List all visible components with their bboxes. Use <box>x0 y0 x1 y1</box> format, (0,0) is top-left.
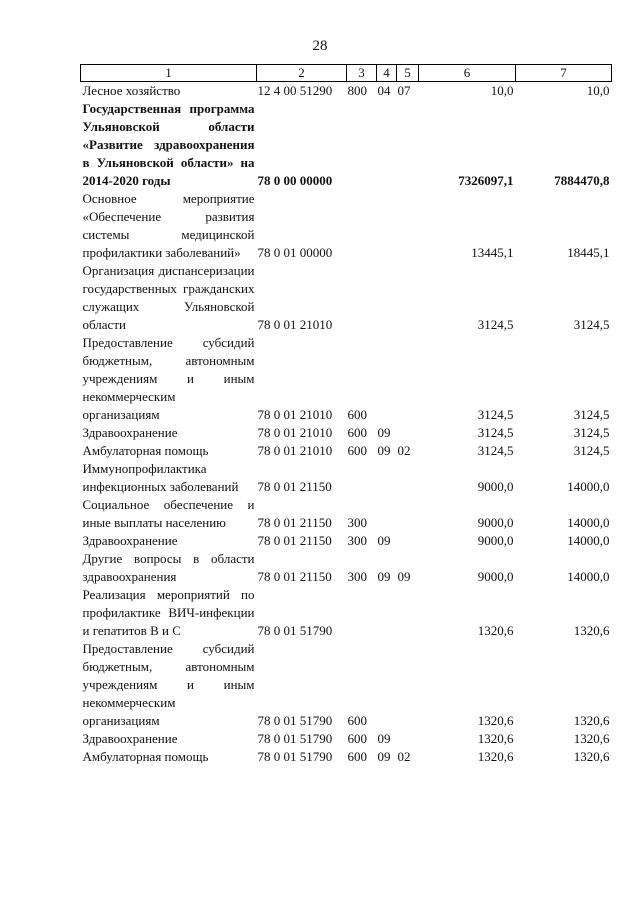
page-number: 28 <box>312 38 328 54</box>
row-value-2: 14000,0 <box>567 515 610 530</box>
row-value-2: 14000,0 <box>567 569 610 584</box>
row-code: 78 0 01 21150 <box>257 515 332 530</box>
row-rz <box>377 190 397 262</box>
row-code: 78 0 01 51790 <box>257 713 333 728</box>
table-row <box>81 748 612 766</box>
table-row <box>81 262 612 334</box>
header-col-7: 7 <box>516 65 612 82</box>
row-value-1: 1320,6 <box>477 713 514 728</box>
row-name: Амбулаторная помощь <box>82 443 209 458</box>
row-rz: 09 <box>377 533 391 548</box>
header-row <box>81 65 612 82</box>
row-value-2: 7884470,8 <box>554 173 610 188</box>
row-value-2: 1320,6 <box>573 623 610 638</box>
row-vr <box>347 460 377 496</box>
row-pr: 07 <box>397 83 411 98</box>
table-row <box>81 586 612 640</box>
row-code: 78 0 01 21010 <box>257 407 333 422</box>
row-value-2: 3124,5 <box>573 425 610 440</box>
header-col-1: 1 <box>81 65 257 82</box>
row-value-1: 9000,0 <box>477 479 514 494</box>
row-pr: 02 <box>397 443 411 458</box>
row-vr <box>347 100 377 190</box>
row-name: Здравоохранение <box>82 425 178 440</box>
row-name: Социальное обеспечение и иные выплаты населению <box>82 497 255 530</box>
row-vr <box>347 262 377 334</box>
row-pr <box>397 424 419 442</box>
row-code: 78 0 01 21010 <box>257 443 333 458</box>
row-pr <box>397 496 419 532</box>
table-row <box>81 334 612 424</box>
table-row <box>81 460 612 496</box>
row-rz <box>377 262 397 334</box>
row-vr: 600 <box>347 425 367 440</box>
table-row <box>81 640 612 730</box>
row-name: Предоставление субсидий бюджетным, автономным учреждениям и иным некоммерческим организациям <box>82 335 255 422</box>
row-value-1: 1320,6 <box>477 749 514 764</box>
row-value-2: 10,0 <box>586 83 610 98</box>
row-code: 78 0 01 21150 <box>257 569 332 584</box>
row-pr <box>397 460 419 496</box>
row-rz: 09 <box>377 443 391 458</box>
row-value-1: 3124,5 <box>477 407 514 422</box>
row-value-1: 3124,5 <box>477 317 514 332</box>
row-vr: 600 <box>347 407 367 422</box>
row-vr: 300 <box>347 533 367 548</box>
row-rz: 09 <box>377 425 391 440</box>
header-col-2: 2 <box>257 65 347 82</box>
row-vr: 600 <box>347 443 367 458</box>
row-name: Здравоохранение <box>82 533 178 548</box>
row-value-2: 3124,5 <box>573 443 610 458</box>
row-pr <box>397 640 419 730</box>
row-name: Реализация мероприятий по профилактике ВИЧ-инфекции и гепатитов В и С <box>82 587 255 638</box>
table-row <box>81 100 612 190</box>
row-code: 78 0 01 21010 <box>257 317 333 332</box>
row-pr: 09 <box>397 569 411 584</box>
row-vr: 800 <box>347 83 367 98</box>
row-vr <box>347 190 377 262</box>
row-name: Амбулаторная помощь <box>82 749 209 764</box>
row-value-1: 9000,0 <box>477 515 514 530</box>
row-code: 78 0 01 21150 <box>257 533 332 548</box>
row-pr <box>397 334 419 424</box>
row-value-2: 1320,6 <box>573 731 610 746</box>
table-row <box>81 442 612 460</box>
row-vr: 600 <box>347 713 367 728</box>
row-vr: 600 <box>347 731 367 746</box>
row-value-2: 3124,5 <box>573 317 610 332</box>
row-value-1: 1320,6 <box>477 623 514 638</box>
row-rz <box>377 100 397 190</box>
row-value-2: 1320,6 <box>573 749 610 764</box>
row-code: 78 0 01 51790 <box>257 731 333 746</box>
row-pr: 02 <box>397 749 411 764</box>
row-value-2: 3124,5 <box>573 407 610 422</box>
row-vr: 300 <box>347 515 367 530</box>
row-value-1: 1320,6 <box>477 731 514 746</box>
row-code: 78 0 01 51790 <box>257 623 333 638</box>
header-col-4: 4 <box>377 65 397 82</box>
header-col-6: 6 <box>419 65 516 82</box>
row-rz: 09 <box>377 569 391 584</box>
row-rz <box>377 640 397 730</box>
row-value-2: 1320,6 <box>573 713 610 728</box>
row-value-2: 18445,1 <box>567 245 610 260</box>
row-vr: 600 <box>347 749 367 764</box>
row-pr <box>397 586 419 640</box>
table-row <box>81 550 612 586</box>
header-col-3: 3 <box>347 65 377 82</box>
row-code: 78 0 01 21010 <box>257 425 333 440</box>
row-rz <box>377 460 397 496</box>
row-value-1: 13445,1 <box>471 245 514 260</box>
row-pr <box>397 100 419 190</box>
row-rz: 04 <box>377 83 391 98</box>
row-value-1: 9000,0 <box>477 569 514 584</box>
header-col-5: 5 <box>397 65 419 82</box>
table-row <box>81 730 612 748</box>
row-pr <box>397 532 419 550</box>
row-name: Здравоохранение <box>82 731 178 746</box>
row-name: Предоставление субсидий бюджетным, автономным учреждениям и иным некоммерческим организациям <box>82 641 255 728</box>
row-name: Иммунопрофилактика инфекционных заболеваний <box>82 461 239 494</box>
row-pr <box>397 730 419 748</box>
row-name: Лесное хозяйство <box>82 83 181 98</box>
row-pr <box>397 262 419 334</box>
table-row <box>81 82 612 101</box>
row-value-1: 10,0 <box>490 83 514 98</box>
row-value-1: 3124,5 <box>477 443 514 458</box>
row-rz: 09 <box>377 731 391 746</box>
row-vr: 300 <box>347 569 367 584</box>
row-code: 12 4 00 51290 <box>257 83 333 98</box>
row-name: Другие вопросы в области здравоохранения <box>82 551 255 584</box>
row-rz <box>377 334 397 424</box>
table-row <box>81 424 612 442</box>
row-rz <box>377 496 397 532</box>
row-value-2: 14000,0 <box>567 479 610 494</box>
table-row <box>81 190 612 262</box>
row-rz <box>377 586 397 640</box>
table-row <box>81 496 612 532</box>
row-value-1: 9000,0 <box>477 533 514 548</box>
row-vr <box>347 586 377 640</box>
row-name: Основное мероприятие «Обеспечение развития системы медицинской профилактики заболеваний» <box>82 191 255 260</box>
row-code: 78 0 01 21150 <box>257 479 332 494</box>
budget-table <box>80 64 612 766</box>
row-value-2: 14000,0 <box>567 533 610 548</box>
row-rz: 09 <box>377 749 391 764</box>
row-name: Государственная программа Ульяновской области «Развитие здравоохранения в Ульяновской области» на 2014-2020 годы <box>82 101 255 188</box>
row-pr <box>397 190 419 262</box>
row-code: 78 0 01 00000 <box>257 245 333 260</box>
row-code: 78 0 00 00000 <box>257 173 333 188</box>
row-name: Организация диспансеризации государственных гражданских служащих Ульяновской области <box>82 263 255 332</box>
row-code: 78 0 01 51790 <box>257 749 333 764</box>
row-value-1: 7326097,1 <box>458 173 514 188</box>
row-value-1: 3124,5 <box>477 425 514 440</box>
table-row <box>81 532 612 550</box>
